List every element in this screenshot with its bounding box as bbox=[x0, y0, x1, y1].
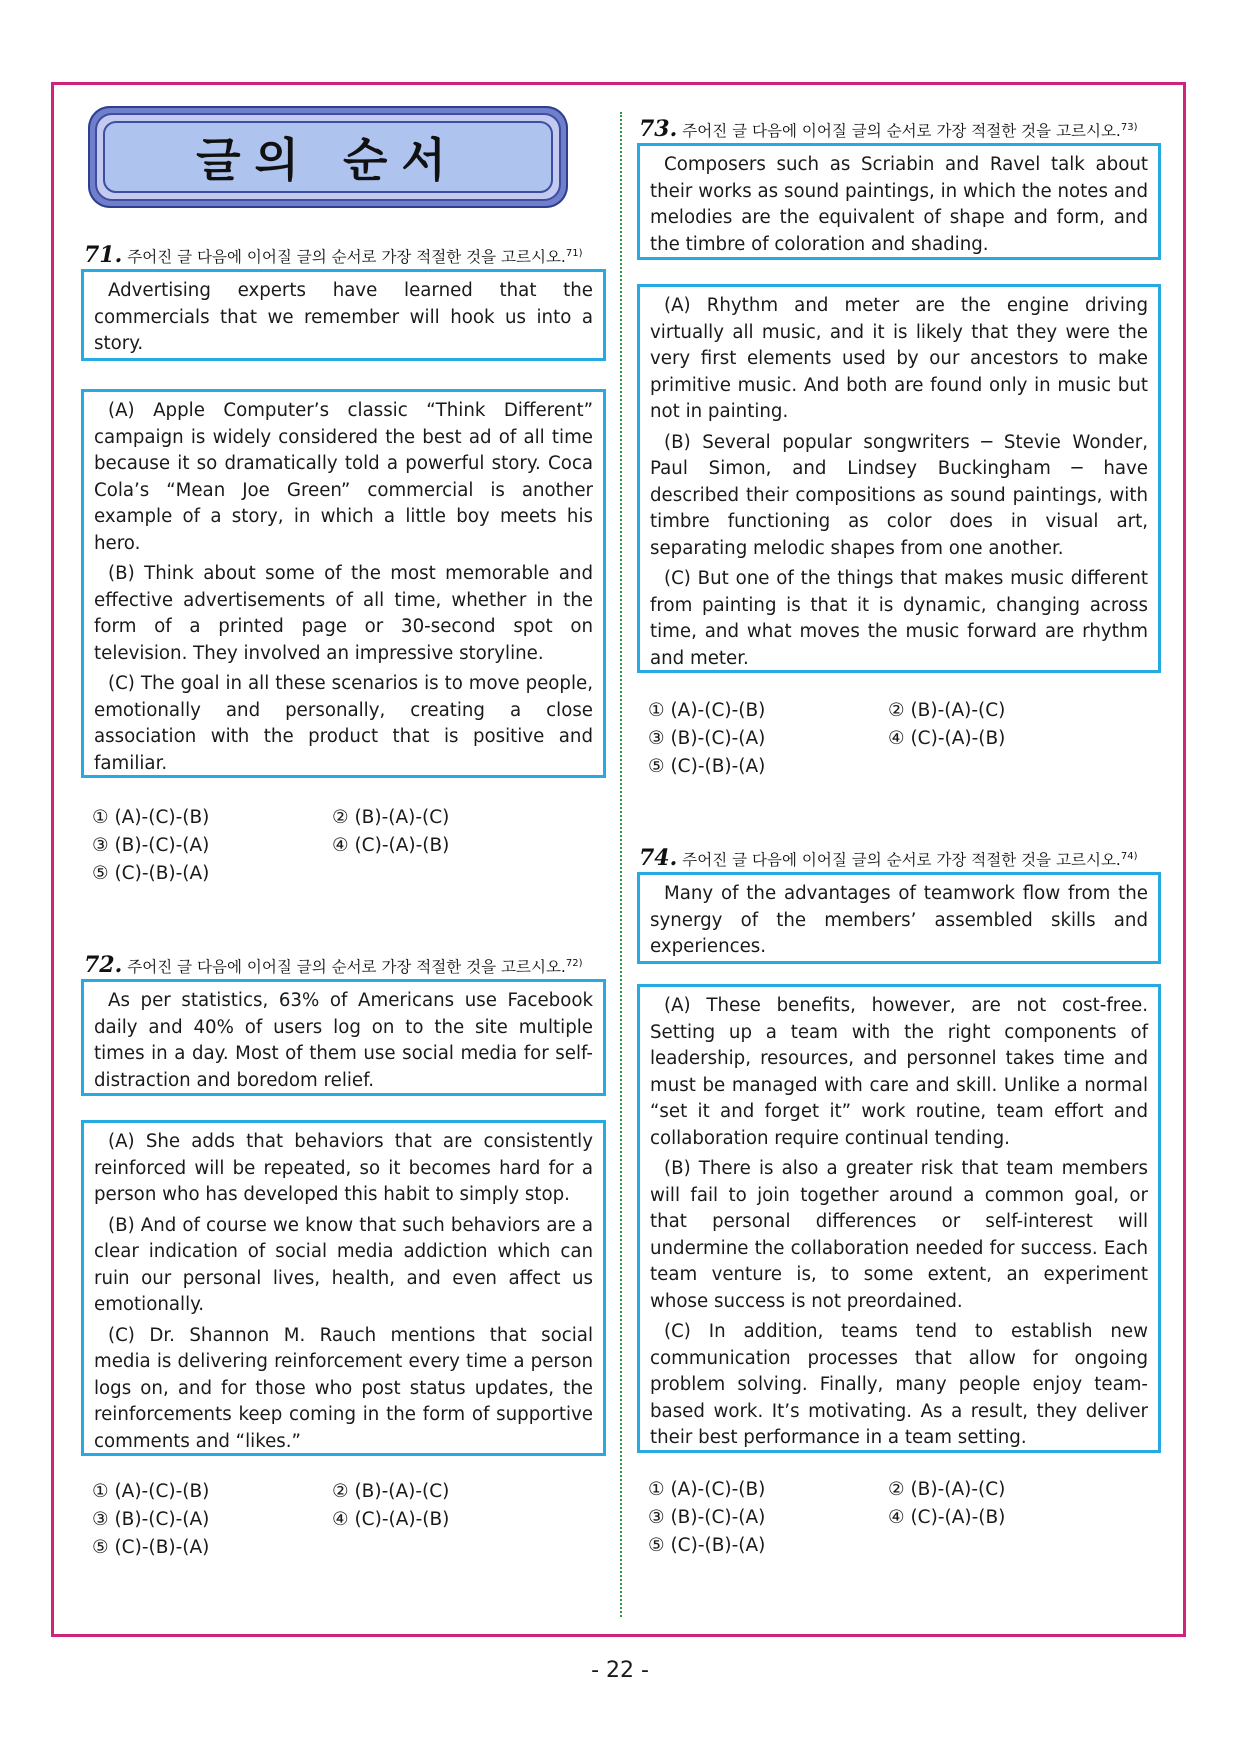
intro-text: As per statistics, 63% of Americans use Facebook daily and 40% of users log on to the site multiple times in a day. Most of them use social media for self-distraction and boredom relief. bbox=[94, 990, 593, 1091]
choice-3[interactable]: ③ (B)-(C)-(A) bbox=[92, 1509, 210, 1530]
footnote-ref: 74) bbox=[1120, 850, 1138, 862]
section-title-badge bbox=[88, 106, 568, 208]
footnote-ref: 71) bbox=[565, 247, 583, 259]
question-instruction: 주어진 글 다음에 이어질 글의 순서로 가장 적절한 것을 고르시오. bbox=[127, 248, 566, 266]
choice-3[interactable]: ③ (B)-(C)-(A) bbox=[648, 728, 766, 749]
page-number: - 22 - bbox=[591, 1658, 649, 1683]
question-instruction: 주어진 글 다음에 이어질 글의 순서로 가장 적절한 것을 고르시오. bbox=[127, 958, 566, 976]
answer-choices bbox=[638, 1476, 1138, 1560]
choice-2[interactable]: ② (B)-(A)-(C) bbox=[332, 807, 450, 828]
question-header bbox=[639, 116, 1138, 142]
question-header bbox=[639, 845, 1138, 871]
section-title: 글의 순서 bbox=[103, 121, 553, 193]
choice-3[interactable]: ③ (B)-(C)-(A) bbox=[92, 835, 210, 856]
footnote-ref: 72) bbox=[565, 957, 583, 969]
choice-1[interactable]: ① (A)-(C)-(B) bbox=[648, 700, 766, 721]
choice-5[interactable]: ⑤ (C)-(B)-(A) bbox=[648, 1535, 766, 1556]
choice-1[interactable]: ① (A)-(C)-(B) bbox=[648, 1479, 766, 1500]
intro-text: Advertising experts have learned that the commercials that we remember will hook us into a story. bbox=[94, 280, 593, 354]
question-number: 74. bbox=[639, 845, 678, 871]
passage-box bbox=[81, 1120, 606, 1456]
choice-4[interactable]: ④ (C)-(A)-(B) bbox=[332, 835, 450, 856]
paragraph-b: (B) Several popular songwriters ─ Stevie Wonder, Paul Simon, and Lindsey Buckingham ─ have described their compositions as sound paintings, with timbre functioning as color does in visual art, separating melodic shapes from one another. bbox=[650, 431, 1148, 559]
answer-choices bbox=[82, 1478, 582, 1562]
choice-2[interactable]: ② (B)-(A)-(C) bbox=[332, 1481, 450, 1502]
choice-5[interactable]: ⑤ (C)-(B)-(A) bbox=[648, 756, 766, 777]
question-instruction: 주어진 글 다음에 이어질 글의 순서로 가장 적절한 것을 고르시오. bbox=[682, 851, 1121, 869]
paragraph-c: (C) In addition, teams tend to establish new communication processes that allow for ongoing problem solving. Finally, many people enjoy team-based work. It’s motivating. As a result, they deliver their best performance in a team setting. bbox=[650, 1321, 1148, 1448]
passage-box bbox=[81, 389, 606, 778]
footnote-ref: 73) bbox=[1120, 121, 1138, 133]
intro-text: Many of the advantages of teamwork flow from the synergy of the members’ assembled skills and experiences. bbox=[650, 883, 1148, 957]
choice-2[interactable]: ② (B)-(A)-(C) bbox=[888, 700, 1006, 721]
question-instruction: 주어진 글 다음에 이어질 글의 순서로 가장 적절한 것을 고르시오. bbox=[682, 122, 1121, 140]
passage-box bbox=[637, 984, 1161, 1453]
question-number: 73. bbox=[639, 116, 678, 142]
choice-3[interactable]: ③ (B)-(C)-(A) bbox=[648, 1507, 766, 1528]
choice-5[interactable]: ⑤ (C)-(B)-(A) bbox=[92, 863, 210, 884]
intro-box bbox=[81, 979, 606, 1096]
choice-4[interactable]: ④ (C)-(A)-(B) bbox=[888, 1507, 1006, 1528]
intro-box bbox=[637, 143, 1161, 260]
paragraph-b: (B) And of course we know that such behaviors are a clear indication of social media addiction which can ruin our personal lives, health, and even affect us emotionally. bbox=[94, 1214, 593, 1315]
paragraph-a: (A) These benefits, however, are not cost-free. Setting up a team with the right components of leadership, resources, and personnel takes time and must be managed with care and skill. Unlike a normal “set it and forget it” work routine, team effort and collaboration require continual tending. bbox=[650, 995, 1148, 1149]
paragraph-a: (A) Apple Computer’s classic “Think Different” campaign is widely considered the best ad of all time because it so dramatically told a powerful story. Coca Cola’s “Mean Joe Green” commercial is another example of a story, in which a little boy meets his hero. bbox=[94, 400, 593, 554]
choice-2[interactable]: ② (B)-(A)-(C) bbox=[888, 1479, 1006, 1500]
choice-5[interactable]: ⑤ (C)-(B)-(A) bbox=[92, 1537, 210, 1558]
passage-box bbox=[637, 284, 1161, 673]
choice-4[interactable]: ④ (C)-(A)-(B) bbox=[332, 1509, 450, 1530]
question-number: 72. bbox=[84, 952, 123, 978]
paragraph-c: (C) Dr. Shannon M. Rauch mentions that social media is delivering reinforcement every time a person logs on, and for those who post status updates, the reinforcements keep coming in the form of supportive comments and “likes.” bbox=[94, 1324, 593, 1452]
intro-text: Composers such as Scriabin and Ravel talk about their works as sound paintings, in which the notes and melodies are the equivalent of shape and form, and the timbre of coloration and shading. bbox=[650, 154, 1148, 255]
choice-1[interactable]: ① (A)-(C)-(B) bbox=[92, 807, 210, 828]
paragraph-c: (C) But one of the things that makes music different from painting is that it is dynamic, changing across time, and what moves the music forward are rhythm and meter. bbox=[650, 568, 1148, 669]
question-number: 71. bbox=[84, 242, 123, 268]
paragraph-a: (A) She adds that behaviors that are consistently reinforced will be repeated, so it becomes hard for a person who has developed this habit to simply stop. bbox=[94, 1131, 593, 1205]
answer-choices bbox=[82, 804, 582, 888]
choice-1[interactable]: ① (A)-(C)-(B) bbox=[92, 1481, 210, 1502]
choice-4[interactable]: ④ (C)-(A)-(B) bbox=[888, 728, 1006, 749]
intro-box bbox=[637, 872, 1161, 964]
paragraph-b: (B) Think about some of the most memorable and effective advertisements of all time, whether in the form of a printed page or 30-second spot on television. They involved an impressive storyline. bbox=[94, 563, 593, 664]
paragraph-b: (B) There is also a greater risk that team members will fail to join together around a common goal, or that personal differences or self-interest will undermine the collaboration needed for success. Each team venture is, to some extent, an experiment whose success is not preordained. bbox=[650, 1158, 1148, 1312]
question-header bbox=[84, 242, 583, 268]
intro-box bbox=[81, 269, 606, 361]
paragraph-c: (C) The goal in all these scenarios is to move people, emotionally and personally, creating a close association with the product that is positive and familiar. bbox=[94, 673, 593, 774]
answer-choices bbox=[638, 697, 1138, 781]
question-header bbox=[84, 952, 583, 978]
column-divider bbox=[620, 112, 622, 1617]
paragraph-a: (A) Rhythm and meter are the engine driving virtually all music, and it is likely that they were the very first elements used by our ancestors to make primitive music. And both are found only in music but not in painting. bbox=[650, 295, 1148, 422]
